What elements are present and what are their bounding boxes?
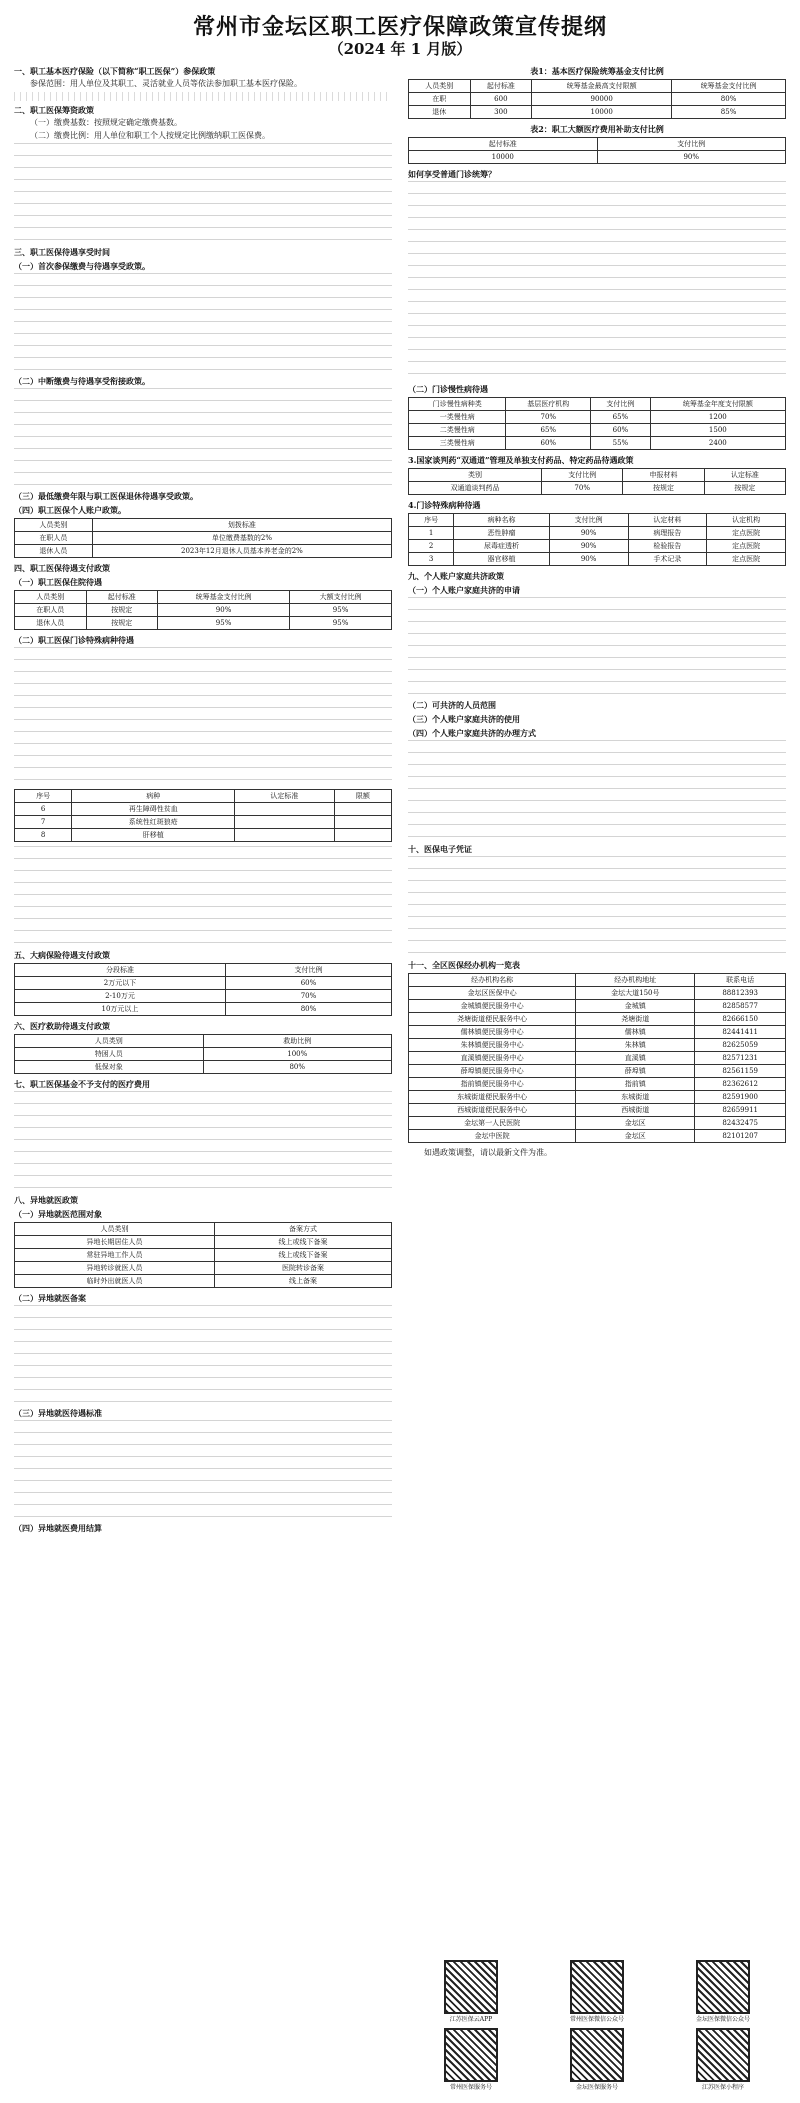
paragraph-block [14,388,392,488]
section-8-sub-4: （四）异地就医费用结算 [14,1523,102,1533]
chronic-table: 门诊慢性病种类 基层医疗机构 支付比例 统筹基金年度支付限额 一类慢性病 70% 65% 1200 二类慢性病 65% 60% 1500 三类慢性病 60% 55% 2400 [408,397,786,450]
dual-channel-table: 类别 支付比例 申报材料 认定标准 双通道谈判药品 70% 按规定 按规定 [408,468,786,495]
section-9-sub-1: （一）个人账户家庭共济的申请 [408,585,520,595]
closing-text: 如遇政策调整，请以最新文件为准。 [424,1148,552,1157]
page-subtitle: （2024 年 1 月版） [328,40,472,58]
table-1-caption: （四）职工医保个人账户政策。 [14,505,126,515]
special-disease-table: 序号 病种 认定标准 限额 6 再生障碍性贫血 7 系统性红斑狼疮 8 肝移植 [14,789,392,842]
qr-code: 常州医保微信公众号 [569,1960,625,2024]
left-column [14,62,392,1535]
section-9-sub-3: （三）个人账户家庭共济的使用 [408,714,520,724]
large-amount-table: 起付标准 支付比例 10000 90% [408,137,786,164]
dual-channel-title: 3.国家谈判药“双通道”管理及单独支付药品、特定药品待遇政策 [408,455,634,465]
account-table: 人员类别 划拨标准 在职人员 单位缴费基数的2% 退休人员 2023年12月退休人员基本养老金的2% [14,518,392,558]
paragraph-block [408,181,786,381]
qr-row-2 [408,2028,786,2092]
section-9-sub-2: （二）可共济的人员范围 [408,700,496,710]
section-3-sub-2: （二）中断缴费与待遇享受衔接政策。 [14,376,150,386]
section-2-title: 二、职工医保筹资政策 [14,105,94,115]
text-lines [14,92,392,101]
paragraph-block [14,1091,392,1191]
qr-code: 江苏医保云APP [443,1960,499,2024]
fund-table: 人员类别 起付标准 统筹基金最高支付限额 统筹基金支付比例 在职 600 90000 80% 退休 300 10000 85% [408,79,786,119]
section-7-title: 七、职工医保基金不予支付的医疗费用 [14,1079,150,1089]
page-title: 常州市金坛区职工医疗保障政策宣传提纲 [192,14,607,40]
paragraph-block [14,1305,392,1405]
qr-code: 金坛医保服务号 [569,2028,625,2092]
section-10-title: 十、医保电子凭证 [408,844,472,854]
section-9-title: 九、个人账户家庭共济政策 [408,571,504,581]
section-4-sub-2: （二）职工医保门诊特殊病种待遇 [14,635,134,645]
qr-code: 金坛医保微信公众号 [695,1960,751,2024]
section-8-title: 八、异地就医政策 [14,1195,78,1205]
qr-row-1 [408,1960,786,2024]
paragraph-block [14,143,392,243]
section-4-sub-1: （一）职工医保住院待遇 [14,577,102,587]
section-8-sub-3: （三）异地就医待遇标准 [14,1408,102,1418]
section-2-text-2: （二）缴费比例：用人单位和职工个人按规定比例缴纳职工医保费。 [30,131,270,140]
paragraph-block [408,740,786,840]
section-1-title: 一、职工基本医疗保险（以下简称“职工医保”）参保政策 [14,66,216,76]
chronic-title: （二）门诊慢性病待遇 [408,384,488,394]
paragraph-block [408,597,786,697]
special-disease-title: 4.门诊特殊病种待遇 [408,500,481,510]
section-11-title: 十一、全区医保经办机构一览表 [408,960,520,970]
inpatient-table: 人员类别 起付标准 统筹基金支付比例 大额支付比例 在职人员 按规定 90% 95% 退休人员 按规定 95% 95% [14,590,392,630]
section-3-title: 三、职工医保待遇享受时间 [14,247,110,257]
serious-illness-table: 分段标准 支付比例 2万元以下 60% 2-10万元 70% 10万元以上 80% [14,963,392,1016]
special-table: 序号 病种名称 支付比例 认定材料 认定机构 1 恶性肿瘤 90% 病理报告 定点医院 2 尿毒症透析 90% 检验报告 定点医院 3 器官移植 90% 手术记录 定点医院 [408,513,786,566]
outpatient-title: 如何享受普通门诊统筹？ [408,169,496,179]
qr-code: 常州医保服务号 [443,2028,499,2092]
section-3-sub-3: （三）最低缴费年限与职工医保退休待遇享受政策。 [14,491,198,501]
office-table: 经办机构名称 经办机构地址 联系电话 金坛区医保中心 金坛大道150号 88812393 金城镇便民服务中心 金城镇 82858577 尧塘街道便民服务中心 尧塘街道 82666150 儒林镇便民服务中心 儒林镇 82441411 朱林镇便民服务中心 朱林镇 82625059 直溪镇便民服务中心 直溪镇 82571231 薛埠镇便民服务中心 薛埠镇 82561159 指前镇便民服务中心 指前镇 82362612 东城街道便民服务中心 东城街道 82591900 西城街道便民服务中心 西城街道 82659911 金坛第一人民医院 金坛区 82432475 金坛中医院 金坛区 82101207 [408,973,786,1143]
section-6-title: 六、医疗救助待遇支付政策 [14,1021,110,1031]
table-7-caption: 表1：基本医疗保险统筹基金支付比例 [530,66,664,76]
qr-code: 江苏医保小程序 [695,2028,751,2092]
paragraph-block [14,273,392,373]
paragraph-block [408,856,786,956]
section-8-sub-2: （二）异地就医备案 [14,1293,86,1303]
right-column [408,62,786,1160]
section-8-sub-1: （一）异地就医范围对象 [14,1209,102,1219]
section-9-sub-4: （四）个人账户家庭共济的办理方式 [408,728,536,738]
section-4-title: 四、职工医保待遇支付政策 [14,563,110,573]
paragraph-block [14,1420,392,1520]
remote-care-table: 人员类别 备案方式 异地长期居住人员 线上或线下备案 常驻异地工作人员 线上或线下备案 异地转诊就医人员 医院转诊备案 临时外出就医人员 线上备案 [14,1222,392,1288]
paragraph-block [14,846,392,946]
section-3-sub-1: （一）首次参保缴费与待遇享受政策。 [14,261,150,271]
paragraph-block [14,647,392,787]
section-2-text-1: （一）缴费基数：按照规定确定缴费基数。 [30,118,182,127]
relief-table: 人员类别 救助比例 特困人员 100% 低保对象 80% [14,1034,392,1074]
section-5-title: 五、大病保险待遇支付政策 [14,950,110,960]
table-8-caption: 表2：职工大额医疗费用补助支付比例 [530,124,664,134]
section-1-text: 参保范围：用人单位及其职工、灵活就业人员等依法参加职工基本医疗保险。 [30,79,302,88]
